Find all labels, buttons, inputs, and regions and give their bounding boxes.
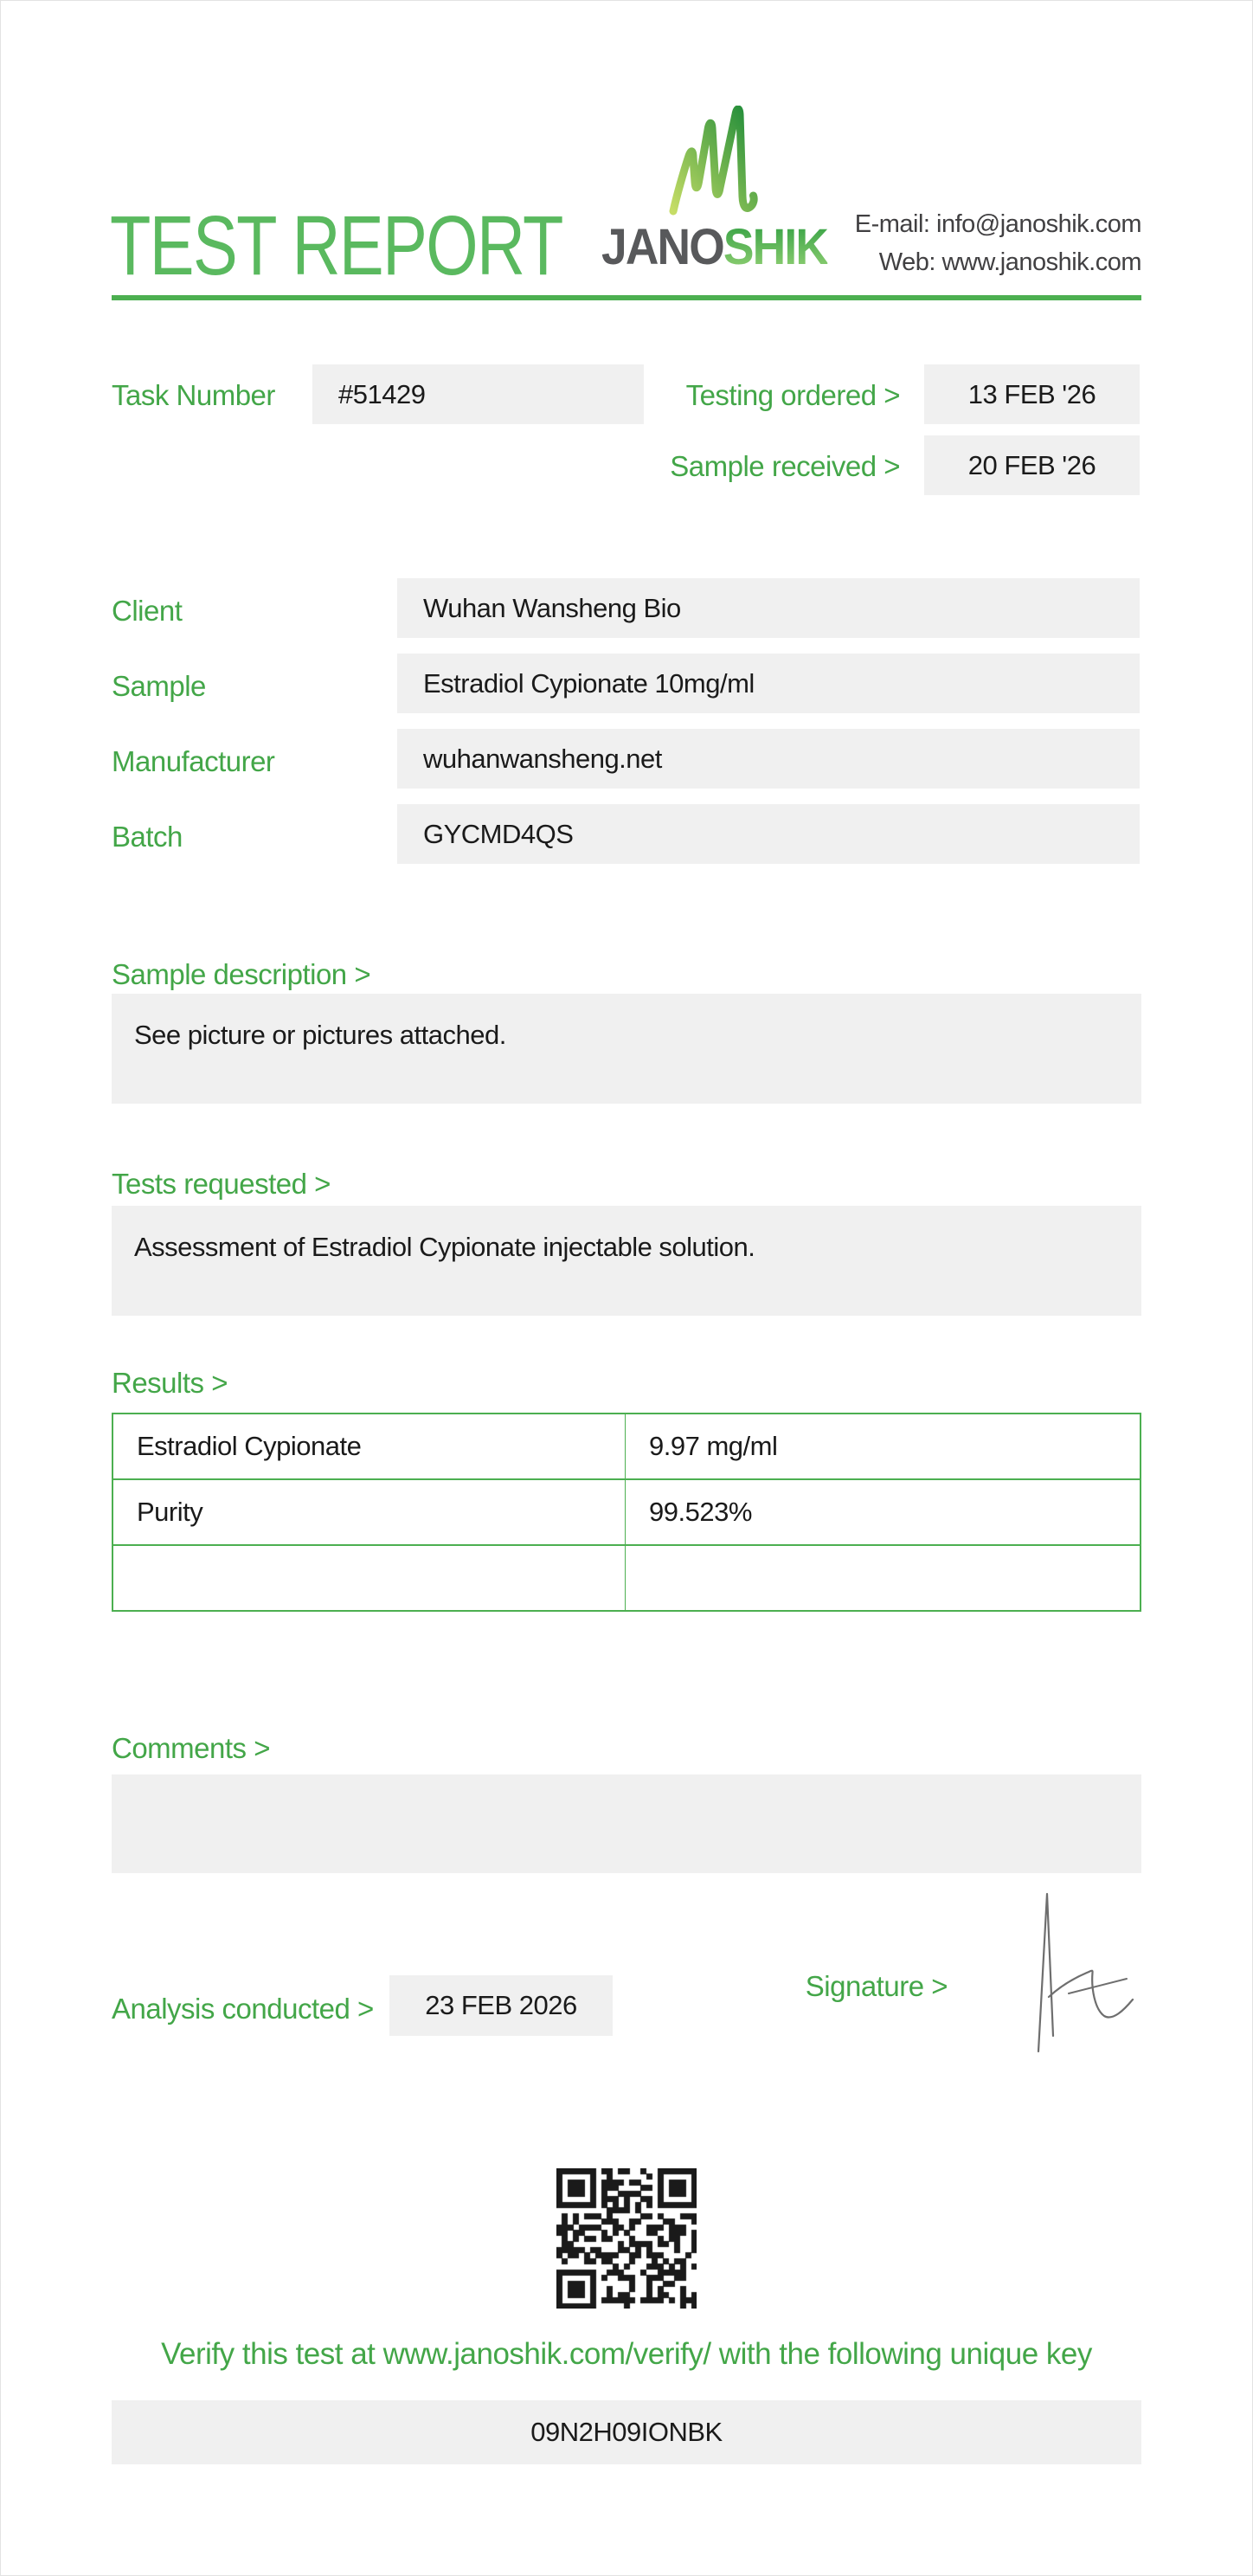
contact-email: E-mail: info@janoshik.com xyxy=(854,210,1141,238)
result-name xyxy=(113,1546,626,1610)
header-divider xyxy=(112,295,1141,300)
result-name: Purity xyxy=(113,1480,626,1544)
logo-shik: SHIK xyxy=(723,219,828,275)
tests-requested-label: Tests requested > xyxy=(112,1168,331,1200)
result-value xyxy=(626,1546,1140,1610)
testing-ordered-value: 13 FEB '26 xyxy=(924,364,1140,424)
result-name: Estradiol Cypionate xyxy=(113,1414,626,1478)
sample-label: Sample xyxy=(112,670,206,702)
signature-label: Signature > xyxy=(805,1970,948,2002)
sample-description-label: Sample description > xyxy=(112,958,371,990)
result-value: 99.523% xyxy=(649,1497,752,1527)
batch-value: GYCMD4QS xyxy=(397,804,1140,864)
contact-block xyxy=(855,206,1141,281)
analysis-conducted-value: 23 FEB 2026 xyxy=(389,1975,613,2036)
verify-text: Verify this test at www.janoshik.com/verify/ with the following unique key xyxy=(161,2337,1092,2371)
comments-box xyxy=(112,1774,1141,1873)
manufacturer-value: wuhanwansheng.net xyxy=(397,729,1140,789)
signature-image xyxy=(1030,1889,1142,2053)
sample-received-value: 20 FEB '26 xyxy=(924,435,1140,495)
unique-key-value: 09N2H09IONBK xyxy=(112,2400,1141,2464)
sample-received-label: Sample received > xyxy=(670,450,900,482)
tests-requested-text: Assessment of Estradiol Cypionate injectable solution. xyxy=(134,1232,755,1262)
tests-requested-box xyxy=(112,1206,1141,1316)
contact-web: Web: www.janoshik.com xyxy=(878,248,1141,276)
sample-description-box xyxy=(112,994,1141,1104)
sample-value: Estradiol Cypionate 10mg/ml xyxy=(397,654,1140,713)
result-value: 9.97 mg/ml xyxy=(649,1431,778,1461)
task-number-label: Task Number xyxy=(112,379,275,411)
testing-ordered-label: Testing ordered > xyxy=(685,379,900,411)
table-row xyxy=(113,1414,1140,1480)
client-label: Client xyxy=(112,595,183,627)
logo-jano: JANO xyxy=(601,219,723,275)
page-title: TEST REPORT xyxy=(110,198,562,293)
sample-description-text: See picture or pictures attached. xyxy=(134,1020,506,1050)
logo-wordmark xyxy=(601,218,827,276)
qr-code xyxy=(556,2168,697,2309)
results-label: Results > xyxy=(112,1367,228,1399)
analysis-conducted-label: Analysis conducted > xyxy=(112,1993,374,2025)
results-table xyxy=(112,1413,1141,1612)
table-row xyxy=(113,1480,1140,1546)
task-number-value: #51429 xyxy=(312,364,644,424)
batch-label: Batch xyxy=(112,821,183,853)
table-row xyxy=(113,1546,1140,1610)
manufacturer-label: Manufacturer xyxy=(112,745,275,777)
client-value: Wuhan Wansheng Bio xyxy=(397,578,1140,638)
comments-label: Comments > xyxy=(112,1732,270,1764)
janoshik-logo-icon xyxy=(668,106,776,227)
